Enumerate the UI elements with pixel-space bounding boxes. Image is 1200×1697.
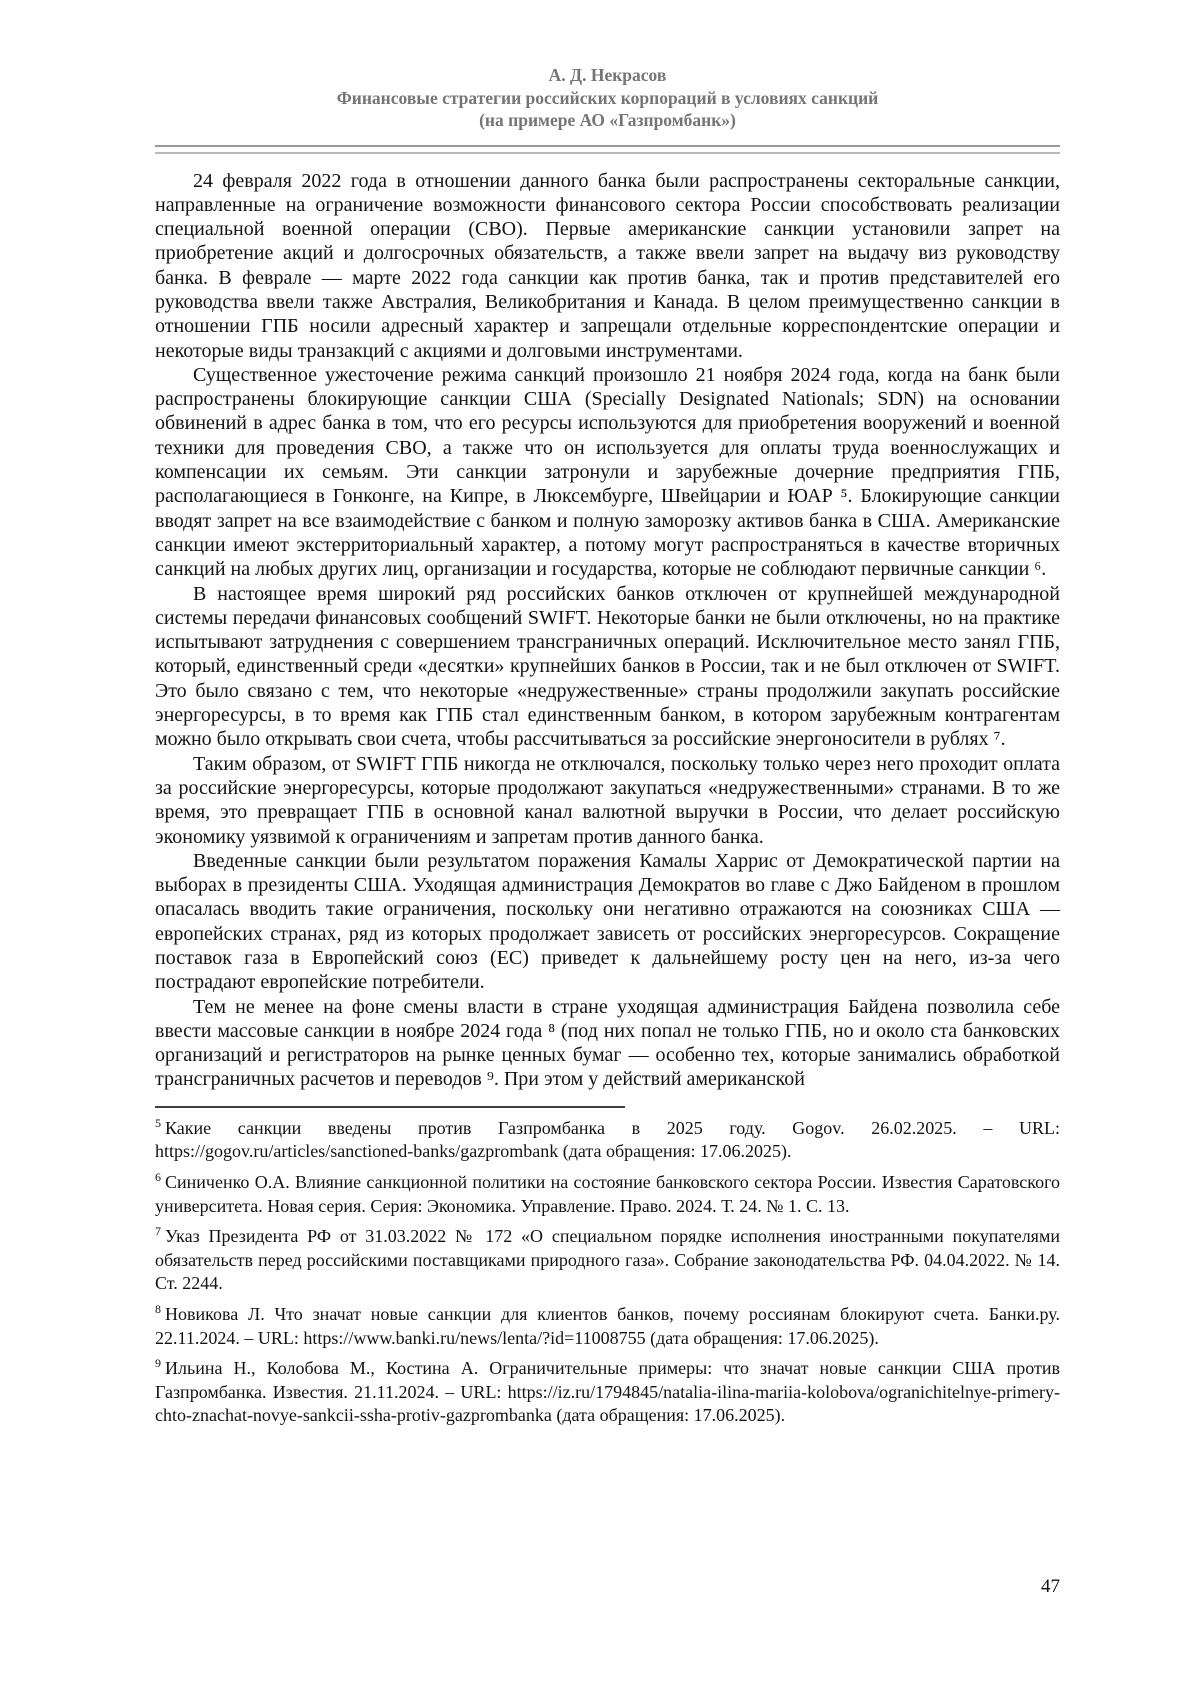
text-column xyxy=(155,0,1060,1435)
article-body xyxy=(155,169,1060,1092)
paragraph: Введенные санкции были результатом поражения Камалы Харрис от Демократической партии на выборах в президенты США. Уходящая администрация Демократов во главе с Джо Байденом в прошлом опасалась вводить такие ограничения, поскольку они негативно отражаются на союзниках США — европейских странах, ряд из которых продолжает зависеть от российских энергоресурсов. Сокращение поставок газа в Европейский союз (ЕС) приведет к дальнейшему росту цен на него, из-за чего пострадают европейские потребители. xyxy=(155,849,1060,994)
footnote-9 xyxy=(155,1357,1060,1428)
footnote-text: Новикова Л. Что значат новые санкции для клиентов банков, почему россиянам блокируют счета. Банки.ру. 22.11.2024. – URL: https://www.banki.ru/news/lenta/?id=11008755 (дата обращения: 17.06.2025). xyxy=(155,1303,1060,1348)
footnote-marker: 9 xyxy=(155,1356,161,1371)
footnote-7 xyxy=(155,1225,1060,1296)
footnote-text: Ильина Н., Колобова М., Костина А. Ограничительные примеры: что значат новые санкции США против Газпромбанка. Известия. 21.11.2024. – URL: https://iz.ru/1794845/natalia-ilina-mariia-kolobova/ogranichitelnye-primery-chto-znachat-novye-sankcii-ssha-protiv-gazprombanka (дата обращения: 17.06.2025). xyxy=(155,1358,1060,1426)
paragraph: В настоящее время широкий ряд российских банков отключен от крупнейшей международной системы передачи финансовых сообщений SWIFT. Некоторые банки не были отключены, но на практике испытывают затруднения с совершением трансграничных операций. Исключительное место занял ГПБ, который, единственный среди «десятки» крупнейших банков в России, так и не был отключен от SWIFT. Это было связано с тем, что некоторые «недружественные» страны продолжили закупать российские энергоресурсы, в то время как ГПБ стал единственным банком, в котором зарубежным контрагентам можно было открывать свои счета, чтобы рассчитываться за российские энергоносители в рублях ⁷. xyxy=(155,582,1060,751)
running-head xyxy=(155,64,1060,132)
footnote-text: Синиченко О.А. Влияние санкционной политики на состояние банковского сектора России. Известия Саратовского университета. Новая серия. Серия: Экономика. Управление. Право. 2024. Т. 24. № 1. С. 13. xyxy=(155,1171,1060,1216)
footnotes-block xyxy=(155,1117,1060,1428)
footnote-separator-rule xyxy=(155,1106,625,1108)
article-title-line-1: Финансовые стратегии российских корпораций в условиях санкций xyxy=(336,87,879,108)
footnote-marker: 8 xyxy=(155,1301,161,1316)
footnote-marker: 5 xyxy=(155,1115,161,1130)
paragraph: Тем не менее на фоне смены власти в стране уходящая администрация Байдена позволила себе ввести массовые санкции в ноябре 2024 года ⁸ (под них попал не только ГПБ, но и около ста банковских организаций и регистраторов на рынке ценных бумаг — особенно тех, которые занимались обработкой трансграничных расчетов и переводов ⁹. При этом у действий американской xyxy=(155,995,1060,1091)
footnote-marker: 6 xyxy=(155,1169,161,1184)
footnote-text: Какие санкции введены против Газпромбанка в 2025 году. Gogov. 26.02.2025. – URL: https://gogov.ru/articles/sanctioned-banks/gazprombank (дата обращения: 17.06.2025). xyxy=(155,1117,1060,1162)
footnote-6 xyxy=(155,1171,1060,1218)
article-title-line-2: (на примере АО «Газпромбанк») xyxy=(479,110,736,130)
paragraph: Существенное ужесточение режима санкций произошло 21 ноября 2024 года, когда на банк были распространены блокирующие санкции США (Specially Designated Nationals; SDN) на основании обвинений в адрес банка в том, что его ресурсы используются для приобретения вооружений и военной техники для проведения СВО, а также что он используется для оплаты труда военнослужащих и компенсации их семьям. Эти санкции затронули и зарубежные дочерние предприятия ГПБ, располагающиеся в Гонконге, на Кипре, в Люксембурге, Швейцарии и ЮАР ⁵. Блокирующие санкции вводят запрет на все взаимодействие с банком и полную заморозку активов банка в США. Американские санкции имеют экстерриториальный характер, а потому могут распространяться в качестве вторичных санкций на любых других лиц, организации и государства, которые не соблюдают первичные санкции ⁶. xyxy=(155,363,1060,581)
paragraph: 24 февраля 2022 года в отношении данного банка были распространены секторальные санкции, направленные на ограничение возможности финансового сектора России способствовать реализации специальной военной операции (СВО). Первые американские санкции установили запрет на приобретение акций и долгосрочных обязательств, а также ввели запрет на выдачу виз руководству банка. В феврале — марте 2022 года санкции как против банка, так и против представителей его руководства ввели также Австралия, Великобритания и Канада. В целом преимущественно санкции в отношении ГПБ носили адресный характер и запрещали отдельные корреспондентские операции и некоторые виды транзакций с акциями и долговыми инструментами. xyxy=(155,169,1060,362)
footnote-5 xyxy=(155,1117,1060,1164)
page-number: 47 xyxy=(1041,1576,1060,1597)
author-name: А. Д. Некрасов xyxy=(548,65,667,85)
footnote-marker: 7 xyxy=(155,1224,161,1239)
footnote-text: Указ Президента РФ от 31.03.2022 № 172 «О специальном порядке исполнения иностранными покупателями обязательств перед российскими поставщиками природного газа». Собрание законодательства РФ. 04.04.2022. № 14. Ст. 2244. xyxy=(155,1226,1060,1294)
footnote-8 xyxy=(155,1303,1060,1350)
header-double-rule xyxy=(155,145,1060,154)
paragraph: Таким образом, от SWIFT ГПБ никогда не отключался, поскольку только через него проходит оплата за российские энергоресурсы, которые продолжают закупаться «недружественными» странами. В то же время, это превращает ГПБ в основной канал валютной выручки в России, что делает российскую экономику уязвимой к ограничениям и запретам против данного банка. xyxy=(155,752,1060,848)
